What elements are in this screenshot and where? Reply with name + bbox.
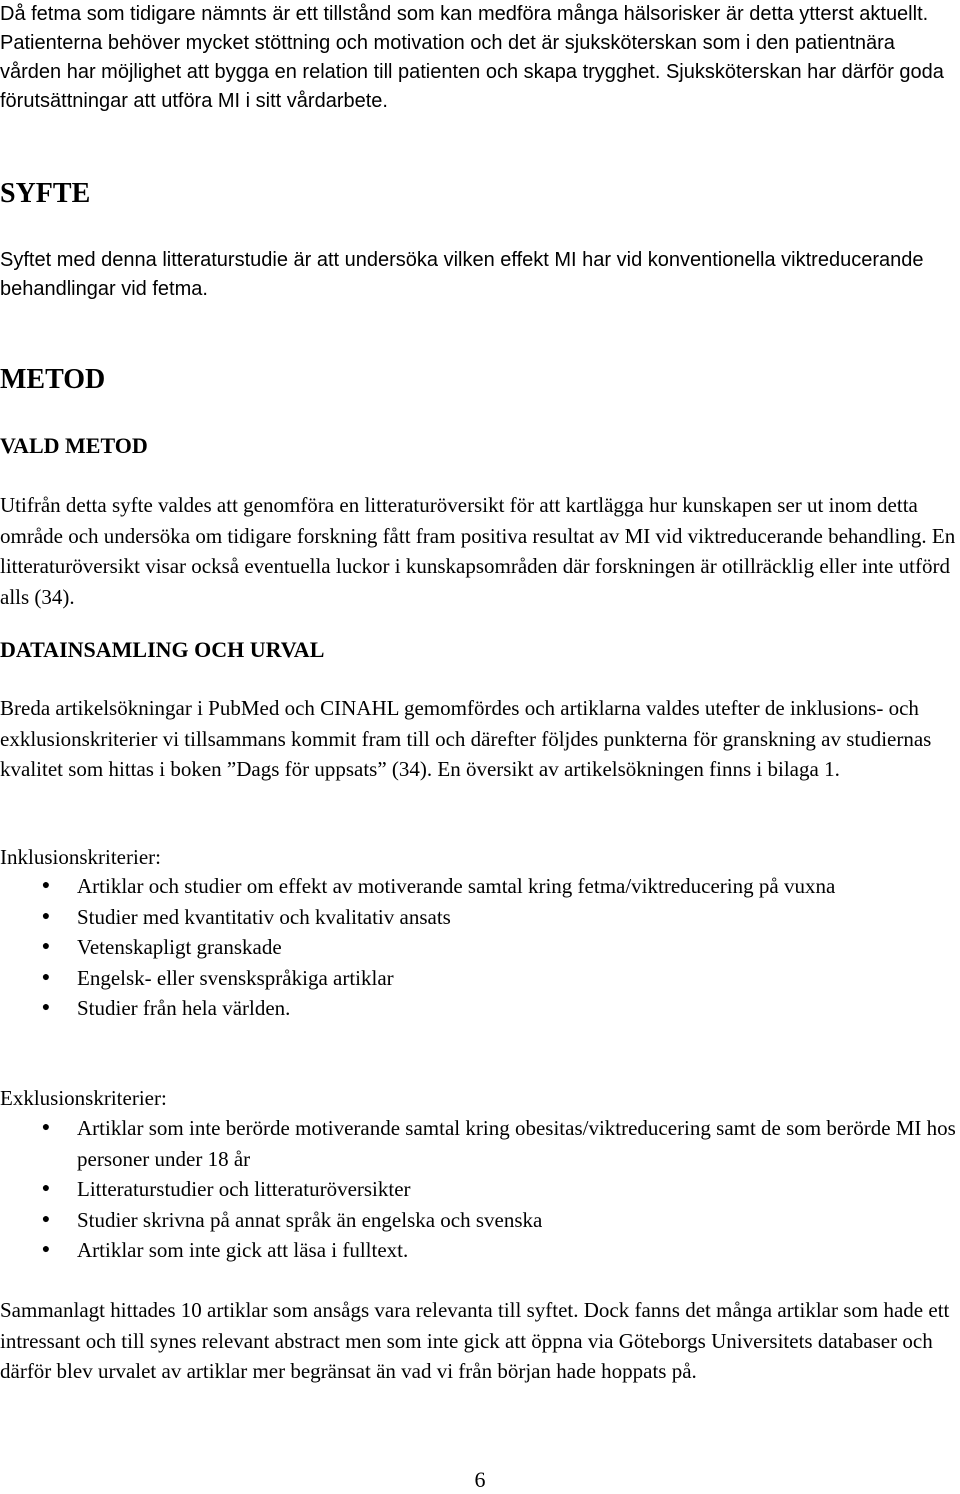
syfte-paragraph: Syftet med denna litteraturstudie är att undersöka vilken effekt MI har vid konventionella viktreducerande behandlingar vid fetma. (0, 249, 924, 300)
intro-paragraph: Då fetma som tidigare nämnts är ett tillstånd som kan medföra många hälsorisker är detta ytterst aktuellt. Patienterna behöver mycket stöttning och motivation och det är sjuksköterskan som i den patientnära vården har möjlighet att bygga en relation till patienten och skapa trygghet. Sjuksköterskan har därför goda förutsättningar att utföra MI i sitt vårdarbete. (0, 3, 944, 112)
list-item (0, 1174, 958, 1205)
list-item-text: Artiklar som inte berörde motiverande samtal kring obesitas/viktreducering samt de som berörde MI hos personer under 18 år (77, 1116, 956, 1171)
bullet-icon: ● (41, 939, 51, 954)
list-item (0, 932, 958, 963)
page-number: 6 (474, 1467, 486, 1492)
list-item (0, 902, 958, 933)
list-item (0, 993, 958, 1024)
list-item-text: Studier skrivna på annat språk än engelska och svenska (77, 1207, 543, 1232)
summary-paragraph: Sammanlagt hittades 10 artiklar som ansågs vara relevanta till syftet. Dock fanns det många artiklar som hade ett intressant och till synes relevant abstract men som inte gick att öppna via Göteborgs Universitets databaser och därför blev urvalet av artiklar mer begränsat än vad vi från början hade hoppats på. (0, 1298, 950, 1383)
bullet-icon: ● (41, 1000, 51, 1015)
list-item-text: Engelsk- eller svenskspråkiga artiklar (77, 965, 394, 990)
syfte-heading: SYFTE (0, 178, 91, 209)
datainsamling-paragraph: Breda artikelsökningar i PubMed och CINAHL gemomfördes och artiklarna valdes utefter de inklusions- och exklusionskriterier vi tillsammans kommit fram till och därefter följdes punkterna för granskning av studiernas kvalitet som hittas i boken ”Dags för uppsats” (34). En översikt av artikelsökningen finns i bilaga 1. (0, 696, 932, 781)
list-item-text: Studier med kvantitativ och kvalitativ ansats (77, 904, 451, 929)
vald-metod-heading: VALD METOD (0, 433, 148, 458)
datainsamling-heading: DATAINSAMLING OCH URVAL (0, 637, 325, 662)
metod-heading: METOD (0, 364, 106, 395)
bullet-icon: ● (41, 1211, 51, 1227)
list-item-text: Artiklar och studier om effekt av motiverande samtal kring fetma/viktreducering på vuxna (77, 874, 836, 898)
list-item (0, 1205, 958, 1236)
list-item (0, 963, 958, 994)
bullet-icon: ● (41, 969, 51, 985)
bullet-icon: ● (41, 1181, 51, 1196)
list-item (0, 1235, 958, 1266)
list-item-text: Artiklar som inte gick att läsa i fulltext. (77, 1238, 409, 1262)
bullet-icon: ● (41, 1242, 51, 1257)
list-item-text: Litteraturstudier och litteraturöversikter (77, 1177, 411, 1201)
exklusion-list (0, 1113, 958, 1266)
bullet-icon: ● (41, 1120, 51, 1135)
list-item-text: Studier från hela världen. (77, 996, 291, 1020)
list-item-text: Vetenskapligt granskade (77, 935, 282, 959)
bullet-icon: ● (41, 908, 51, 924)
list-item (0, 1113, 958, 1174)
inklusion-list (0, 871, 958, 1024)
exklusion-label: Exklusionskriterier: (0, 1086, 167, 1110)
vald-metod-paragraph: Utifrån detta syfte valdes att genomföra en litteraturöversikt för att kartlägga hur kunskapen ser ut inom detta område och undersöka om tidigare forskning fått fram positiva resultat av MI vid viktreducerande behandling. En litteraturöversikt visar också eventuella luckor i kunskapsområden där forskningen är otillräcklig eller inte utförd alls (34). (0, 493, 956, 609)
inklusion-label: Inklusionskriterier: (0, 845, 161, 869)
bullet-icon: ● (41, 878, 51, 893)
list-item (0, 871, 958, 902)
